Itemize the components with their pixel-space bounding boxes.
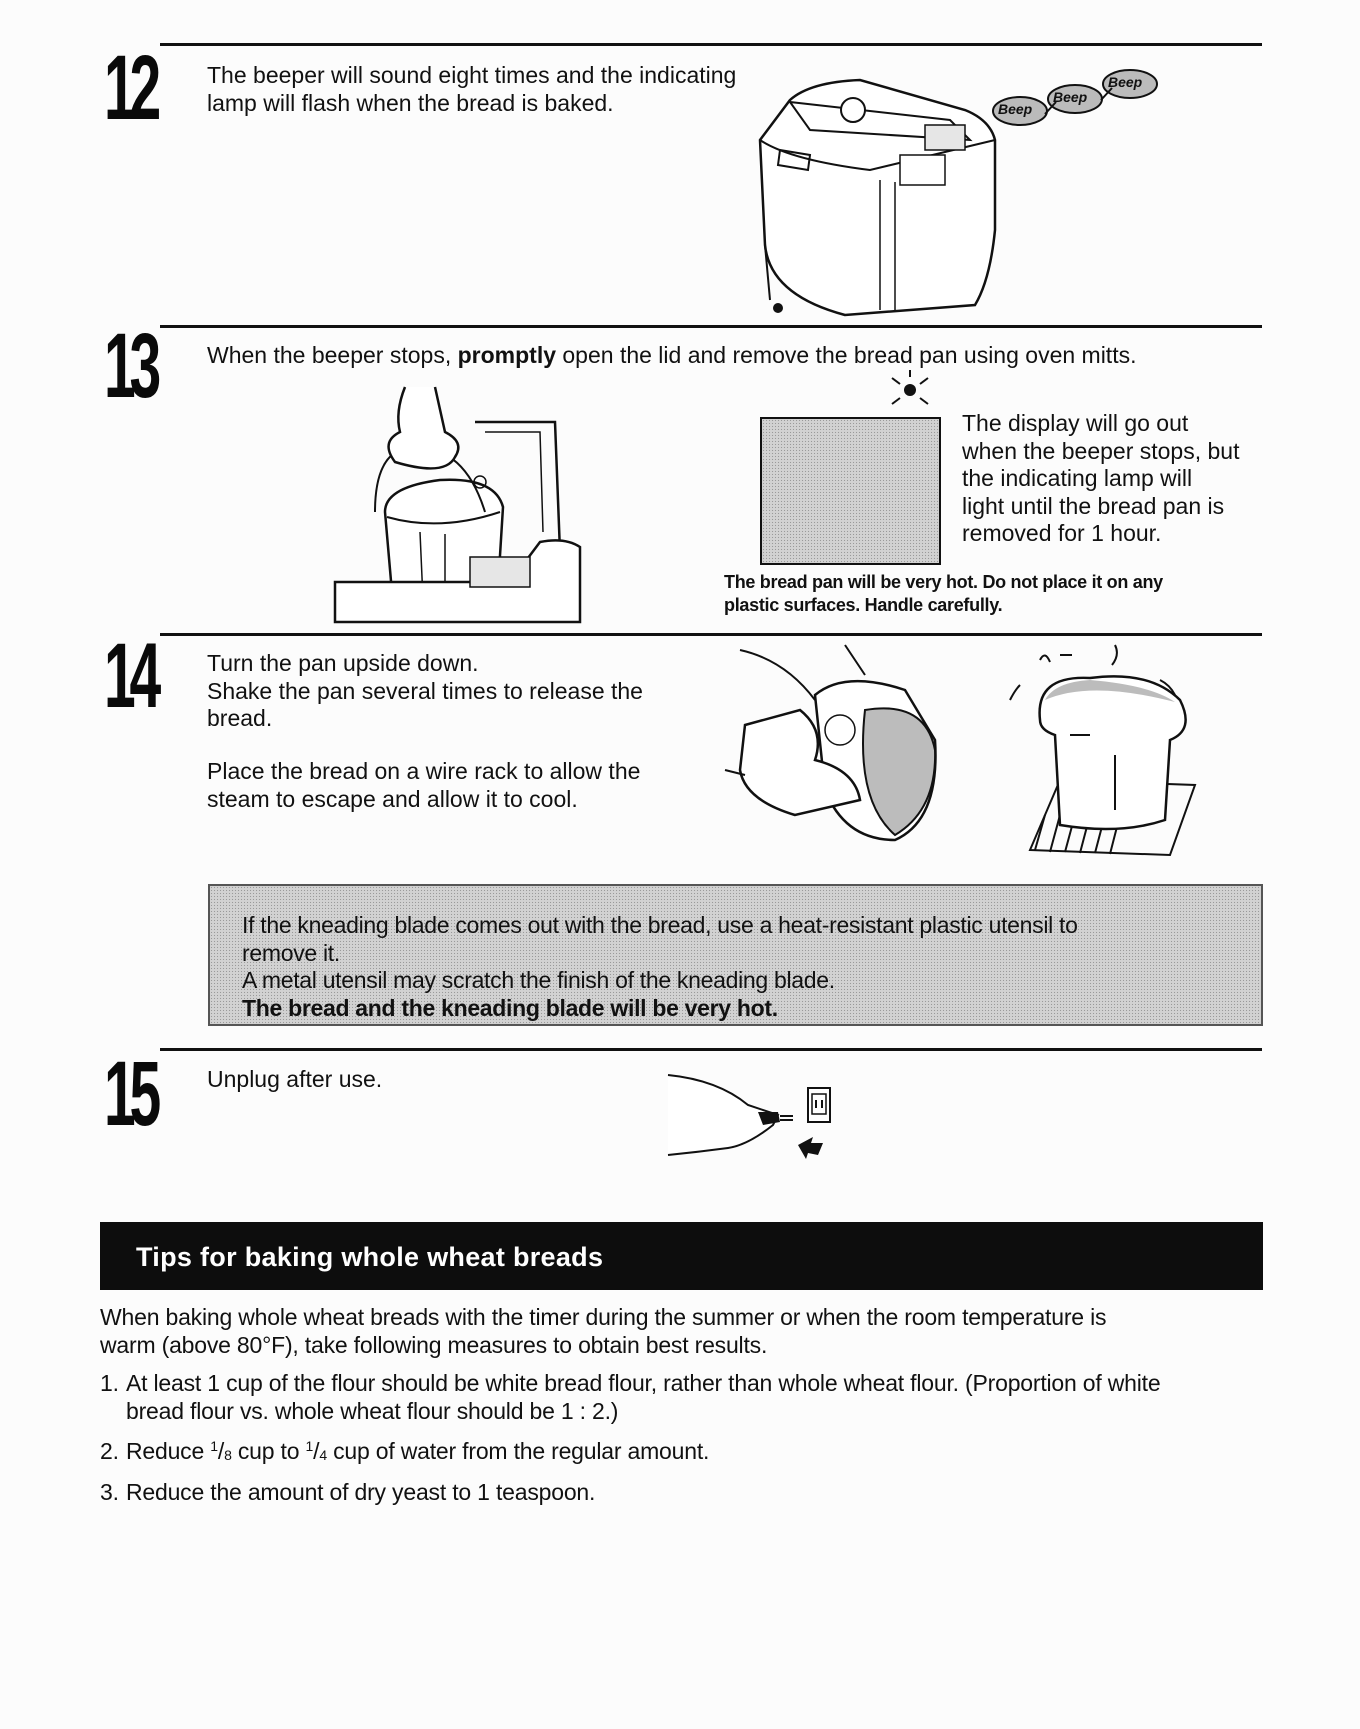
display-note [962,410,1239,548]
step-13-intro-after: open the lid and remove the bread pan using oven mitts. [556,342,1137,368]
tips-item-2-frac2-num: 1 [305,1438,314,1454]
display-note-line-1: The display will go out [962,410,1189,436]
bread-on-rack-illustration [1000,640,1210,865]
tips-title: Tips for baking whole wheat breads [136,1242,604,1272]
step-number-12: 12 [104,37,156,139]
hot-pan-warning-line-2: plastic surfaces. Handle carefully. [724,595,1003,615]
flashing-lamp-icon [880,368,940,413]
step-number-14: 14 [104,625,156,727]
step-14-line-3: bread. [207,705,273,731]
display-panel [760,417,941,565]
beep-label-3: Beep [1108,74,1143,90]
tips-item-1-number: 1. [100,1370,119,1396]
tips-intro-line-2: warm (above 80°F), take following measures to obtain best results. [100,1331,768,1358]
step-13-intro [207,342,1136,370]
tips-item-1 [100,1370,1280,1425]
step-14-text-a [207,650,643,733]
step-14-text-b [207,758,640,813]
step-15-text: Unplug after use. [207,1066,383,1092]
step-14-rule [160,633,1262,636]
unplug-illustration [668,1070,843,1165]
beep-label-2: Beep [1053,89,1088,105]
tips-item-2-frac1-num: 1 [210,1438,218,1454]
step-number-13: 13 [104,315,156,417]
bread-maker-illustration [750,70,1010,320]
note-bold-line: The bread and the kneading blade will be very hot. [242,994,778,1021]
tips-intro [100,1304,1106,1359]
tips-item-2-frac2-den: 4 [319,1447,327,1463]
note-line-3: A metal utensil may scratch the finish of the kneading blade. [242,967,835,993]
tips-list [100,1370,1280,1506]
step-12-text [207,62,736,117]
shake-pan-illustration [725,640,955,855]
step-13-intro-before: When the beeper stops, [207,342,458,368]
tips-item-3 [100,1479,1280,1507]
step-14-line-4: Place the bread on a wire rack to allow the [207,758,641,784]
beep-label-1: Beep [998,101,1033,117]
step-14-line-1: Turn the pan upside down. [207,650,479,676]
display-note-line-2: when the beeper stops, but [962,437,1240,464]
hot-pan-warning-line-1: The bread pan will be very hot. Do not place it on any [724,572,1163,592]
tips-item-2-mid: cup to [231,1438,306,1464]
tips-banner [100,1222,1263,1290]
step-number-15: 15 [104,1043,156,1145]
tips-item-2-post: cup of water from the regular amount. [326,1438,710,1464]
step-14-line-2: Shake the pan several times to release the [207,677,643,704]
step-13-rule [160,325,1262,328]
tips-item-2-number: 2. [100,1438,119,1464]
tips-item-2: 2. Reduce $^1/_8$ cup to $^1/_4$ cup of water from the regular amount. [100,1438,710,1464]
tips-intro-line-1: When baking whole wheat breads with the timer during the summer or when the room temperature is [100,1304,1107,1330]
note-line-2: remove it. [242,939,340,966]
step-15-rule [160,1048,1262,1051]
note-line-1: If the kneading blade comes out with the bread, use a heat-resistant plastic utensil to [242,912,1078,938]
tips-item-3-number: 3. [100,1478,119,1505]
tips-item-3-line-1: Reduce the amount of dry yeast to 1 teaspoon. [126,1478,596,1505]
tips-item-2-pre: Reduce [126,1438,211,1464]
display-note-line-5: removed for 1 hour. [962,520,1162,546]
remove-pan-illustration [325,372,590,627]
tips-item-2-frac1-den: 8 [224,1447,232,1463]
step-13-intro-bold: promptly [457,342,556,368]
step-12-line-1: The beeper will sound eight times and the indicating [207,62,737,88]
tips-item-1-line-2: bread flour vs. whole wheat flour should be 1 : 2.) [126,1397,619,1424]
step-12-line-2: lamp will flash when the bread is baked. [207,89,614,116]
step-12-rule [160,43,1262,46]
hot-pan-warning [724,571,1163,617]
display-note-line-4: light until the bread pan is [962,492,1225,519]
kneading-blade-note [208,884,1263,1026]
step-14-line-5: steam to escape and allow it to cool. [207,785,578,812]
tips-item-1-line-1: At least 1 cup of the flour should be white bread flour, rather than whole wheat flour. (Proportion of white [126,1370,1161,1396]
display-note-line-3: the indicating lamp will [962,465,1193,491]
